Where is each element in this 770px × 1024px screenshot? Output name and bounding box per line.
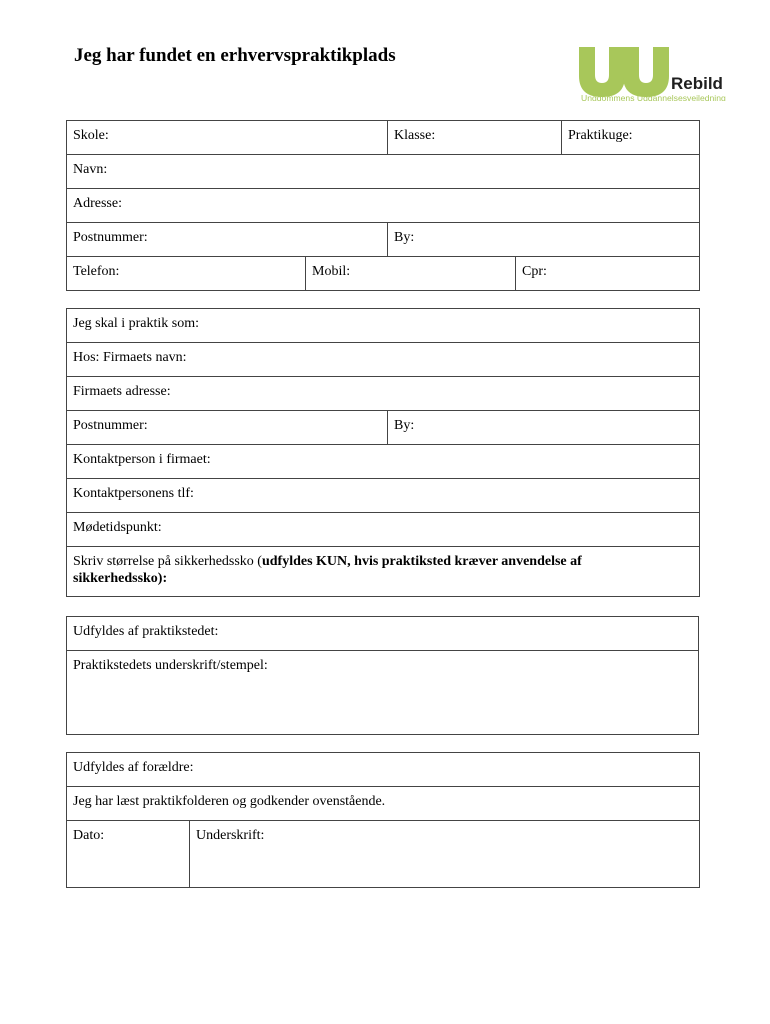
praktik-som-field[interactable]: Jeg skal i praktik som: bbox=[67, 309, 700, 343]
firma-navn-field[interactable]: Hos: Firmaets navn: bbox=[67, 343, 700, 377]
firma-by-field[interactable]: By: bbox=[388, 411, 700, 445]
firma-adresse-field[interactable]: Firmaets adresse: bbox=[67, 377, 700, 411]
cpr-field[interactable]: Cpr: bbox=[516, 257, 700, 291]
modetidspunkt-field[interactable]: Mødetidspunkt: bbox=[67, 513, 700, 547]
workplace-heading: Udfyldes af praktikstedet: bbox=[67, 617, 699, 651]
sikkerhedssko-field[interactable] bbox=[67, 547, 700, 597]
student-info-table bbox=[66, 120, 700, 291]
uu-rebild-logo bbox=[577, 45, 732, 101]
adresse-field[interactable]: Adresse: bbox=[67, 189, 700, 223]
postnummer-field[interactable]: Postnummer: bbox=[67, 223, 388, 257]
praktikuge-field[interactable]: Praktikuge: bbox=[562, 121, 700, 155]
workplace-table bbox=[66, 616, 699, 735]
parents-statement: Jeg har læst praktikfolderen og godkender ovenstående. bbox=[67, 787, 700, 821]
dato-field[interactable]: Dato: bbox=[67, 821, 190, 888]
telefon-field[interactable]: Telefon: bbox=[67, 257, 306, 291]
logo-tagline: Ungdommens Uddannelsesvejledning bbox=[581, 93, 726, 101]
logo-name: Rebild bbox=[671, 74, 723, 93]
logo-graphic bbox=[577, 45, 732, 101]
by-field[interactable]: By: bbox=[388, 223, 700, 257]
kontakt-tlf-field[interactable]: Kontaktpersonens tlf: bbox=[67, 479, 700, 513]
page-title: Jeg har fundet en erhvervspraktikplads bbox=[74, 45, 396, 66]
workplace-signature-field[interactable]: Praktikstedets underskrift/stempel: bbox=[67, 651, 699, 735]
sikkerhedssko-label: Skriv størrelse på sikkerhedssko ( bbox=[73, 554, 262, 569]
klasse-field[interactable]: Klasse: bbox=[388, 121, 562, 155]
underskrift-field[interactable]: Underskrift: bbox=[190, 821, 700, 888]
firma-postnummer-field[interactable]: Postnummer: bbox=[67, 411, 388, 445]
placement-info-table bbox=[66, 308, 700, 597]
skole-field[interactable]: Skole: bbox=[67, 121, 388, 155]
mobil-field[interactable]: Mobil: bbox=[306, 257, 516, 291]
parents-heading: Udfyldes af forældre: bbox=[67, 753, 700, 787]
kontaktperson-field[interactable]: Kontaktperson i firmaet: bbox=[67, 445, 700, 479]
sikkerhedssko-note: udfyldes KUN, hvis praktiksted kræver anvendelse af sikkerhedssko): bbox=[73, 554, 582, 586]
parents-table bbox=[66, 752, 700, 888]
navn-field[interactable]: Navn: bbox=[67, 155, 700, 189]
